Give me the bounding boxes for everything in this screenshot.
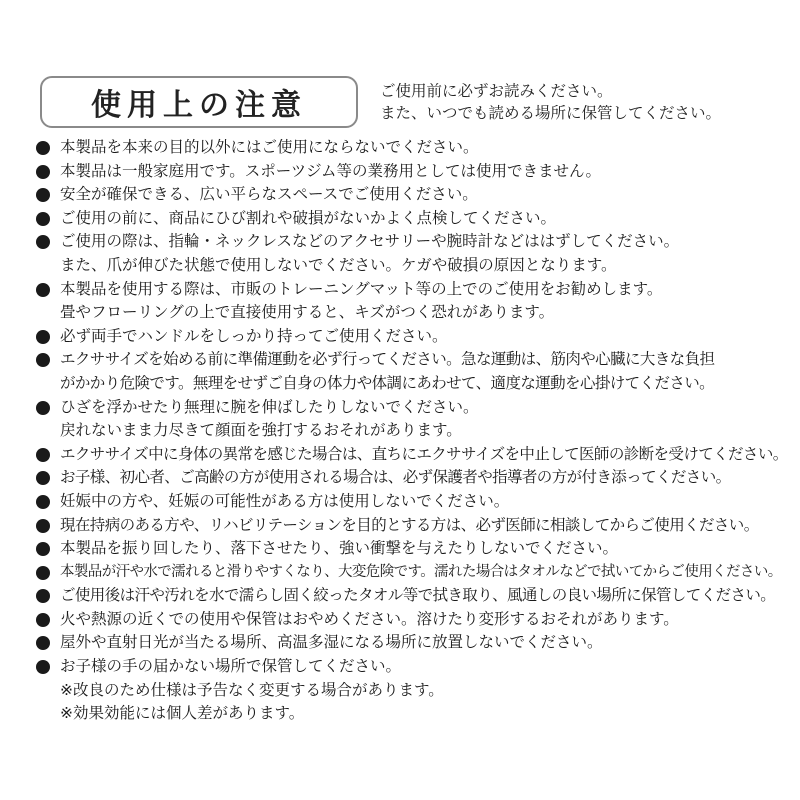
caution-item <box>36 230 786 277</box>
caution-line: お子様、初心者、ご高齢の方が使用される場合は、必ず保護者や指導者の方が付き添ってください。 <box>60 468 731 487</box>
caution-line: がかかり危険です。無理をせずご自身の体力や体調にあわせて、適度な運動を心掛けてください。 <box>60 373 715 392</box>
bullet-icon <box>36 471 50 485</box>
caution-item <box>36 325 786 349</box>
note-line: ※改良のため仕様は予告なく変更する場合があります。 <box>60 680 444 699</box>
bullet-icon <box>36 235 50 249</box>
caution-item <box>36 160 786 184</box>
caution-item <box>36 490 786 514</box>
caution-item <box>36 348 786 395</box>
caution-item <box>36 183 786 207</box>
caution-item <box>36 584 786 608</box>
caution-line: 安全が確保できる、広い平らなスペースでご使用ください。 <box>60 185 478 204</box>
caution-line: エクササイズ中に身体の異常を感じた場合は、直ちにエクササイズを中止して医師の診断を受けてください。 <box>60 444 788 463</box>
intro-line: ご使用前に必ずお読みください。 <box>380 82 613 100</box>
bullet-icon <box>36 636 50 650</box>
bullet-icon <box>36 330 50 344</box>
caution-line: 火や熱源の近くでの使用や保管はおやめください。溶けたり変形するおそれがあります。 <box>60 609 679 628</box>
caution-item <box>36 466 786 490</box>
caution-line: 必ず両手でハンドルをしっかり持ってご使用ください。 <box>60 326 448 345</box>
note-line: ※効果効能には個人差があります。 <box>60 704 305 723</box>
bullet-icon <box>36 566 50 580</box>
bullet-icon <box>36 519 50 533</box>
intro-line: また、いつでも読める場所に保管してください。 <box>380 104 722 122</box>
bullet-icon <box>36 353 50 367</box>
caution-line: ひざを浮かせたり無理に腕を伸ばしたりしないでください。 <box>60 397 479 416</box>
bullet-icon <box>36 212 50 226</box>
caution-line: ご使用の際は、指輪・ネックレスなどのアクセサリーや腕時計などははずしてください。 <box>60 232 680 251</box>
bullet-icon <box>36 613 50 627</box>
caution-line: また、爪が伸びた状態で使用しないでください。ケガや破損の原因となります。 <box>60 255 617 274</box>
bullet-icon <box>36 141 50 155</box>
caution-line: 本製品は一般家庭用です。スポーツジム等の業務用としては使用できません。 <box>60 161 601 180</box>
page-title: 使用上の注意 <box>91 88 307 123</box>
caution-line: 現在持病のある方や、リハビリテーションを目的とする方は、必ず医師に相談してからご使用ください。 <box>60 515 759 534</box>
caution-item <box>36 608 786 632</box>
caution-line: 妊娠中の方や、妊娠の可能性がある方は使用しないでください。 <box>60 491 510 510</box>
caution-line: 本製品を本来の目的以外にはご使用にならないでください。 <box>60 138 479 156</box>
bullet-icon <box>36 165 50 179</box>
caution-item <box>36 136 786 160</box>
bullet-icon <box>36 401 50 415</box>
caution-item <box>36 443 786 467</box>
caution-line: エクササイズを始める前に準備運動を必ず行ってください。急な運動は、筋肉や心臓に大きな負担 <box>60 350 715 369</box>
caution-line: 戻れないまま力尽きて顔面を強打するおそれがあります。 <box>60 421 462 440</box>
caution-item <box>36 537 786 561</box>
caution-line: お子様の手の届かない場所で保管してください。 <box>60 657 402 676</box>
caution-item <box>36 396 786 443</box>
bullet-icon <box>36 283 50 297</box>
intro-text <box>380 80 721 124</box>
caution-item <box>36 631 786 655</box>
bullet-icon <box>36 660 50 674</box>
bullet-icon <box>36 448 50 462</box>
bullet-icon <box>36 188 50 202</box>
caution-item <box>36 278 786 325</box>
bullet-icon <box>36 495 50 509</box>
caution-line: 本製品を振り回したり、落下させたり、強い衝撃を与えたりしないでください。 <box>60 539 619 558</box>
title-box <box>40 76 358 128</box>
caution-line: 本製品が汗や水で濡れると滑りやすくなり、大変危険です。濡れた場合はタオルなどで拭いてからご使用ください。 <box>60 563 782 580</box>
caution-list <box>36 136 786 726</box>
caution-line: ご使用の前に、商品にひび割れや破損がないかよく点検してください。 <box>60 208 557 227</box>
caution-item <box>36 514 786 538</box>
bullet-icon <box>36 542 50 556</box>
caution-line: 本製品を使用する際は、市販のトレーニングマット等の上でのご使用をお勧めします。 <box>60 279 663 298</box>
caution-line: 屋外や直射日光が当たる場所、高温多湿になる場所に放置しないでください。 <box>60 633 603 652</box>
caution-line: 畳やフローリングの上で直接使用すると、キズがつく恐れがあります。 <box>60 303 555 322</box>
caution-item <box>36 207 786 231</box>
caution-item <box>36 561 786 585</box>
bullet-icon <box>36 589 50 603</box>
caution-item <box>36 655 786 679</box>
caution-line: ご使用後は汗や汚れを水で濡らし固く絞ったタオル等で拭き取り、風通しの良い場所に保管してください。 <box>60 586 776 605</box>
